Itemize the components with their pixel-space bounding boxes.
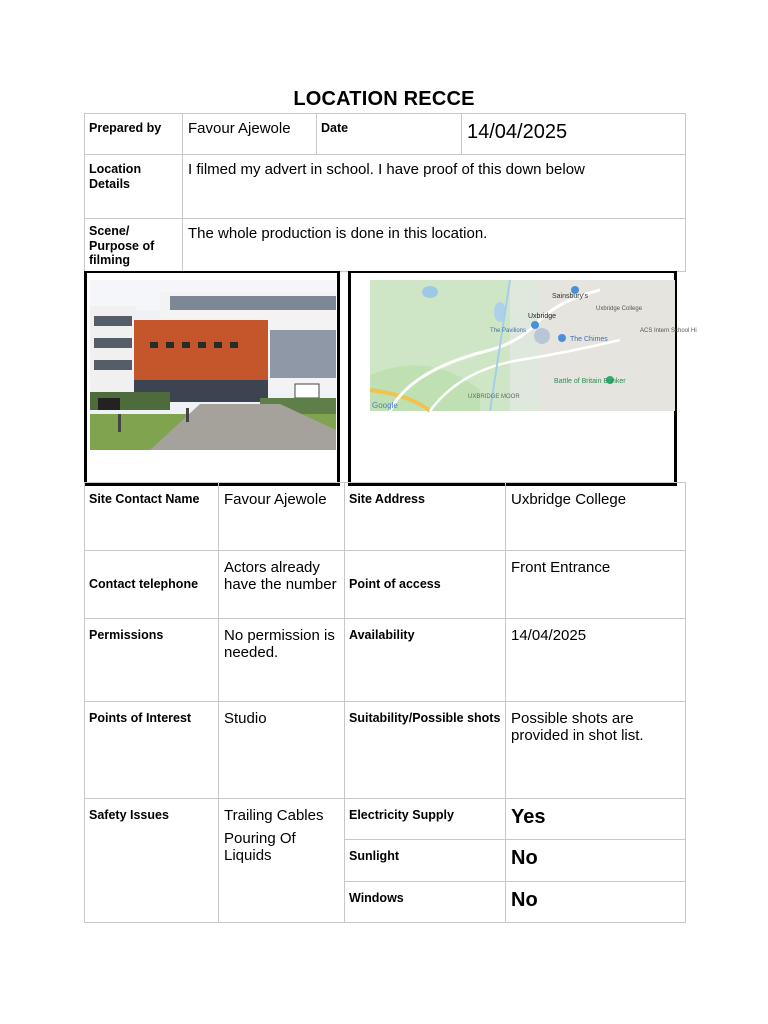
map-label-uxbridge-college: Uxbridge College xyxy=(596,306,643,312)
map-label-acs: ACS Intern School Hi xyxy=(640,328,697,334)
sunlight-label: Sunlight xyxy=(345,840,506,882)
contact-row xyxy=(85,551,686,619)
map-label-uxbridge: Uxbridge xyxy=(528,313,557,320)
availability-label: Availability xyxy=(345,619,506,702)
date-label: Date xyxy=(317,114,462,155)
safety-issue-2: Pouring Of Liquids xyxy=(224,830,296,864)
scene-purpose-label: Scene/ Purpose of filming xyxy=(85,219,183,272)
contact-telephone-label: Contact telephone xyxy=(85,551,219,619)
site-address-label: Site Address xyxy=(345,483,506,551)
prepared-row xyxy=(85,114,686,155)
availability-value: 14/04/2025 xyxy=(506,619,686,702)
points-of-interest-label: Points of Interest xyxy=(85,702,219,799)
suitability-label: Suitability/Possible shots xyxy=(345,702,506,799)
electricity-row xyxy=(85,799,686,840)
sunlight-value: No xyxy=(506,840,686,882)
map-label-bunker: Battle of Britain Bunker xyxy=(554,378,626,385)
contact-telephone-value: Actors already have the number xyxy=(219,551,345,619)
safety-issues-cell xyxy=(219,799,345,923)
scene-row xyxy=(85,219,686,272)
location-details-value: I filmed my advert in school. I have proof of this down below xyxy=(183,155,686,219)
map-frame xyxy=(348,271,697,486)
permissions-value: No permission is needed. xyxy=(219,619,345,702)
site-contact-row xyxy=(85,483,686,551)
map-label-chimes: The Chimes xyxy=(570,336,608,343)
permissions-row xyxy=(85,619,686,702)
map-label-pavilions: The Pavilions xyxy=(490,328,527,334)
site-contact-value: Favour Ajewole xyxy=(219,483,345,551)
points-of-interest-value: Studio xyxy=(219,702,345,799)
location-details-label: Location Details xyxy=(85,155,183,219)
safety-issue-1: Trailing Cables xyxy=(224,807,324,824)
point-of-access-value: Front Entrance xyxy=(506,551,686,619)
windows-label: Windows xyxy=(345,882,506,923)
date-value: 14/04/2025 xyxy=(462,114,686,155)
scene-purpose-value: The whole production is done in this location. xyxy=(183,219,686,272)
map-label-moor: UXBRIDGE MOOR xyxy=(468,394,520,400)
header-table xyxy=(84,113,686,272)
map-label-sainsburys: Sainsbury's xyxy=(552,293,588,300)
site-contact-label: Site Contact Name xyxy=(85,483,219,551)
site-address-value: Uxbridge College xyxy=(506,483,686,551)
interest-row xyxy=(85,702,686,799)
map-google-logo: Google xyxy=(372,401,398,410)
prepared-by-value: Favour Ajewole xyxy=(183,114,317,155)
building-photo-frame xyxy=(84,271,340,486)
windows-value: No xyxy=(506,882,686,923)
location-map xyxy=(370,280,697,411)
point-of-access-label: Point of access xyxy=(345,551,506,619)
safety-issues-label: Safety Issues xyxy=(85,799,219,923)
details-table xyxy=(84,482,686,923)
building-photo xyxy=(90,280,336,450)
electricity-supply-label: Electricity Supply xyxy=(345,799,506,840)
electricity-supply-value: Yes xyxy=(506,799,686,840)
permissions-label: Permissions xyxy=(85,619,219,702)
prepared-by-label: Prepared by xyxy=(85,114,183,155)
suitability-value: Possible shots are provided in shot list. xyxy=(506,702,686,799)
document-title: LOCATION RECCE xyxy=(293,88,475,110)
location-row xyxy=(85,155,686,219)
